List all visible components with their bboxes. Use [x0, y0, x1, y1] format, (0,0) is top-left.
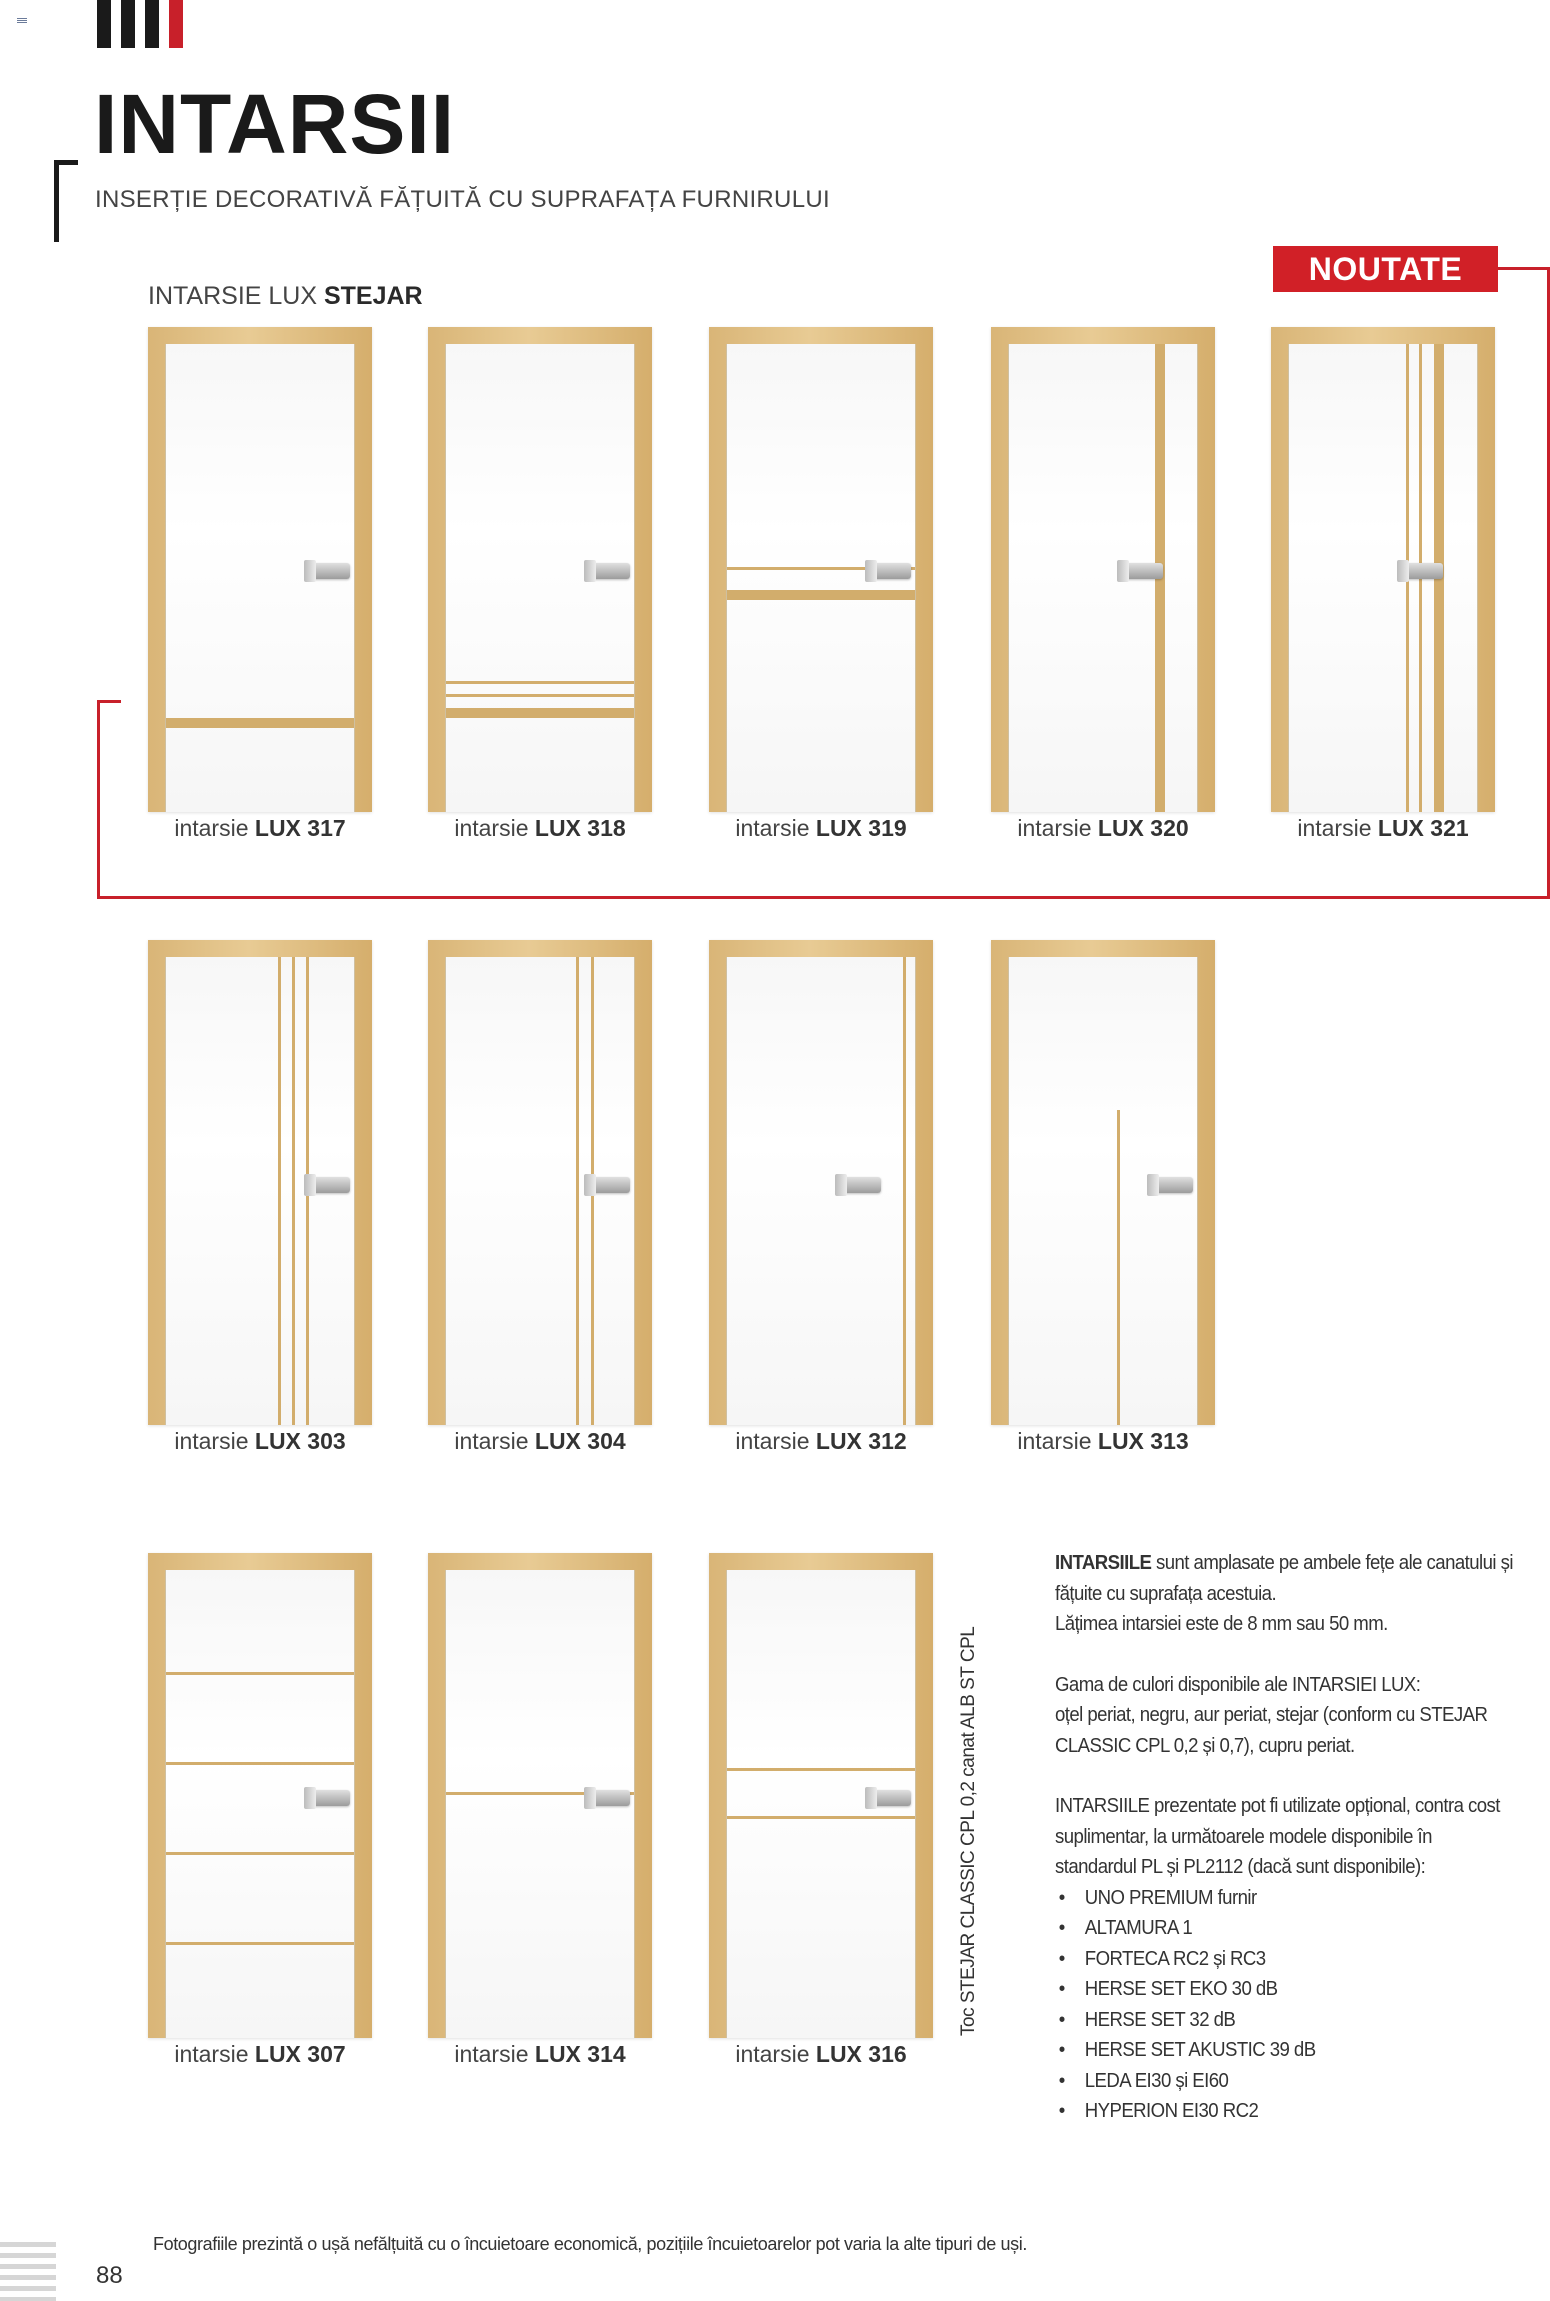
- red-line-bottom: [97, 896, 1550, 899]
- page-subtitle: INSERȚIE DECORATIVĂ FĂȚUITĂ CU SUPRAFAȚA FURNIRULUI: [95, 186, 830, 213]
- door-lux-319: [709, 327, 933, 812]
- info-paragraph-2: Lățimea intarsiei este de 8 mm sau 50 mm.: [1055, 1613, 1388, 1635]
- door-lux-313: [991, 940, 1215, 1425]
- list-item: • ALTAMURA 1: [1055, 1913, 1515, 1944]
- new-badge: NOUTATE: [1273, 246, 1498, 292]
- door-caption: intarsie LUX 303: [174, 1428, 346, 1454]
- info-paragraph-1: INTARSIILE sunt amplasate pe ambele fețe ale canatului și fățuite cu suprafața acestuia.: [1055, 1552, 1513, 1605]
- door-lux-312: [709, 940, 933, 1425]
- door-caption: intarsie LUX 318: [454, 815, 626, 841]
- door-lux-307: [148, 1553, 372, 2038]
- title-bracket: [54, 160, 59, 242]
- red-line-left-top: [97, 700, 121, 703]
- models-list: [1055, 1883, 1515, 2127]
- red-line-left-vertical: [97, 700, 100, 899]
- door-caption: intarsie LUX 316: [735, 2041, 907, 2067]
- door-caption: intarsie LUX 319: [735, 815, 907, 841]
- list-item: • UNO PREMIUM furnir: [1055, 1883, 1515, 1914]
- door-caption: intarsie LUX 317: [174, 815, 346, 841]
- info-text: [1055, 1548, 1515, 2127]
- door-lux-316: [709, 1553, 933, 2038]
- door-caption: intarsie LUX 304: [454, 1428, 626, 1454]
- door-lux-303: [148, 940, 372, 1425]
- info-paragraph-5: INTARSIILE prezentate pot fi utilizate opțional, contra cost suplimentar, la următoarele modele disponibile în standardul PL și PL2112 (dacă sunt disponibile):: [1055, 1795, 1500, 1878]
- list-item: • LEDA EI30 și EI60: [1055, 2066, 1515, 2097]
- red-line-right-top: [1498, 267, 1550, 270]
- door-lux-314: [428, 1553, 652, 2038]
- list-item: • HERSE SET EKO 30 dB: [1055, 1974, 1515, 2005]
- corner-mark: [17, 18, 27, 24]
- info-paragraph-4: oțel periat, negru, aur periat, stejar (conform cu STEJAR CLASSIC CPL 0,2 și 0,7), cupru periat.: [1055, 1704, 1488, 1757]
- door-caption: intarsie LUX 320: [1017, 815, 1189, 841]
- door-caption: intarsie LUX 314: [454, 2041, 626, 2067]
- door-caption: intarsie LUX 307: [174, 2041, 346, 2067]
- info-paragraph-3: Gama de culori disponibile ale INTARSIEI LUX:: [1055, 1673, 1421, 1696]
- door-caption: intarsie LUX 321: [1297, 815, 1469, 841]
- section-label: INTARSIE LUX STEJAR: [148, 282, 423, 310]
- door-lux-317: [148, 327, 372, 812]
- door-lux-318: [428, 327, 652, 812]
- list-item: • HYPERION EI30 RC2: [1055, 2096, 1515, 2127]
- page-title: INTARSII: [94, 77, 456, 171]
- door-caption: intarsie LUX 313: [1017, 1428, 1189, 1454]
- list-item: • HERSE SET AKUSTIC 39 dB: [1055, 2035, 1515, 2066]
- footnote: Fotografiile prezintă o ușă nefălțuită cu o încuietoare economică, pozițiile încuietoarelor pot varia la alte tipuri de uși.: [153, 2234, 1027, 2254]
- door-lux-320: [991, 327, 1215, 812]
- list-item: • FORTECA RC2 și RC3: [1055, 1944, 1515, 1975]
- door-caption: intarsie LUX 312: [735, 1428, 907, 1454]
- page-number: 88: [96, 2262, 123, 2289]
- list-item: • HERSE SET 32 dB: [1055, 2005, 1515, 2036]
- frame-note: Toc STEJAR CLASSIC CPL 0,2 canat ALB ST CPL: [958, 1626, 979, 2036]
- door-lux-304: [428, 940, 652, 1425]
- door-lux-321: [1271, 327, 1495, 812]
